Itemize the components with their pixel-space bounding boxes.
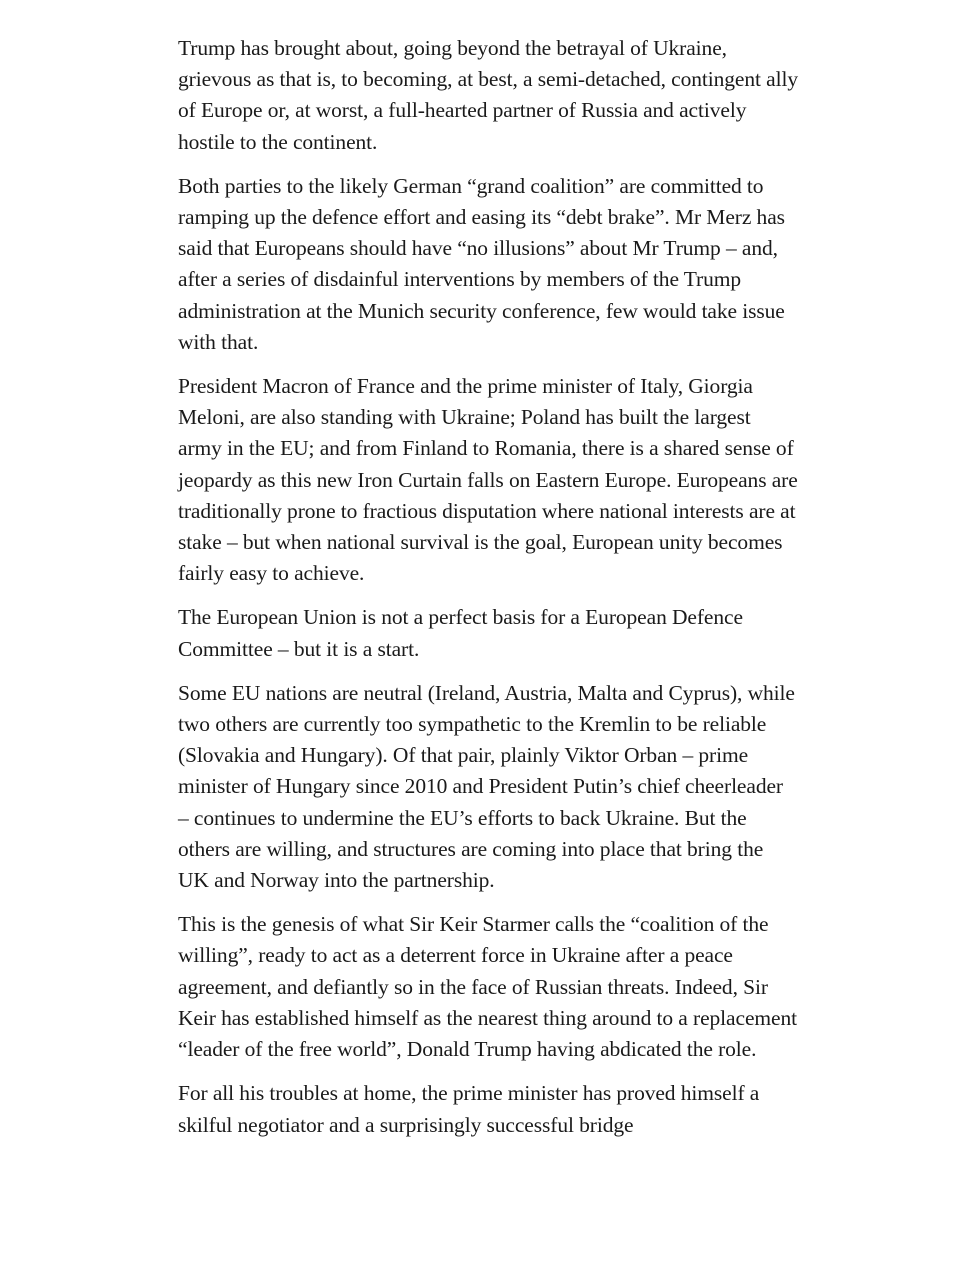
- article-paragraph-4: The European Union is not a perfect basis for a European Defence Committee – but it is a start.: [178, 605, 743, 661]
- article-paragraph-5: Some EU nations are neutral (Ireland, Austria, Malta and Cyprus), while two others are currently too sympathetic to the Kremlin to be reliable (Slovakia and Hungary). Of that pair, plainly Viktor Orban – prime minister of Hungary since 2010 and President Putin’s chief cheerleader – continues to undermine the EU’s efforts to back Ukraine. But the others are willing, and structures are coming into place that bring the UK and Norway into the partnership.: [178, 680, 795, 893]
- article-body: [178, 33, 798, 1154]
- article-paragraph-6: This is the genesis of what Sir Keir Starmer calls the “coalition of the willing”, ready to act as a deterrent force in Ukraine after a peace agreement, and defiantly so in the face of Russian threats. Indeed, Sir Keir has established himself as the nearest thing around to a replacement “leader of the free world”, Donald Trump having abdicated the role.: [178, 912, 797, 1062]
- article-paragraph-3: President Macron of France and the prime minister of Italy, Giorgia Meloni, are also standing with Ukraine; Poland has built the largest army in the EU; and from Finland to Romania, there is a shared sense of jeopardy as this new Iron Curtain falls on Eastern Europe. Europeans are traditionally prone to fractious disputation where national interests are at stake – but when national survival is the goal, European unity becomes fairly easy to achieve.: [178, 374, 798, 586]
- article-paragraph-7: For all his troubles at home, the prime minister has proved himself a skilful negotiator and a surprisingly successful bridge: [178, 1081, 760, 1137]
- article-paragraph-1: Trump has brought about, going beyond the betrayal of Ukraine, grievous as that is, to becoming, at best, a semi-detached, contingent ally of Europe or, at worst, a full-hearted partner of Russia and actively hostile to the continent.: [178, 36, 799, 154]
- article-paragraph-2: Both parties to the likely German “grand coalition” are committed to ramping up the defence effort and easing its “debt brake”. Mr Merz has said that Europeans should have “no illusions” about Mr Trump – and, after a series of disdainful interventions by members of the Trump administration at the Munich security conference, few would take issue with that.: [178, 173, 785, 354]
